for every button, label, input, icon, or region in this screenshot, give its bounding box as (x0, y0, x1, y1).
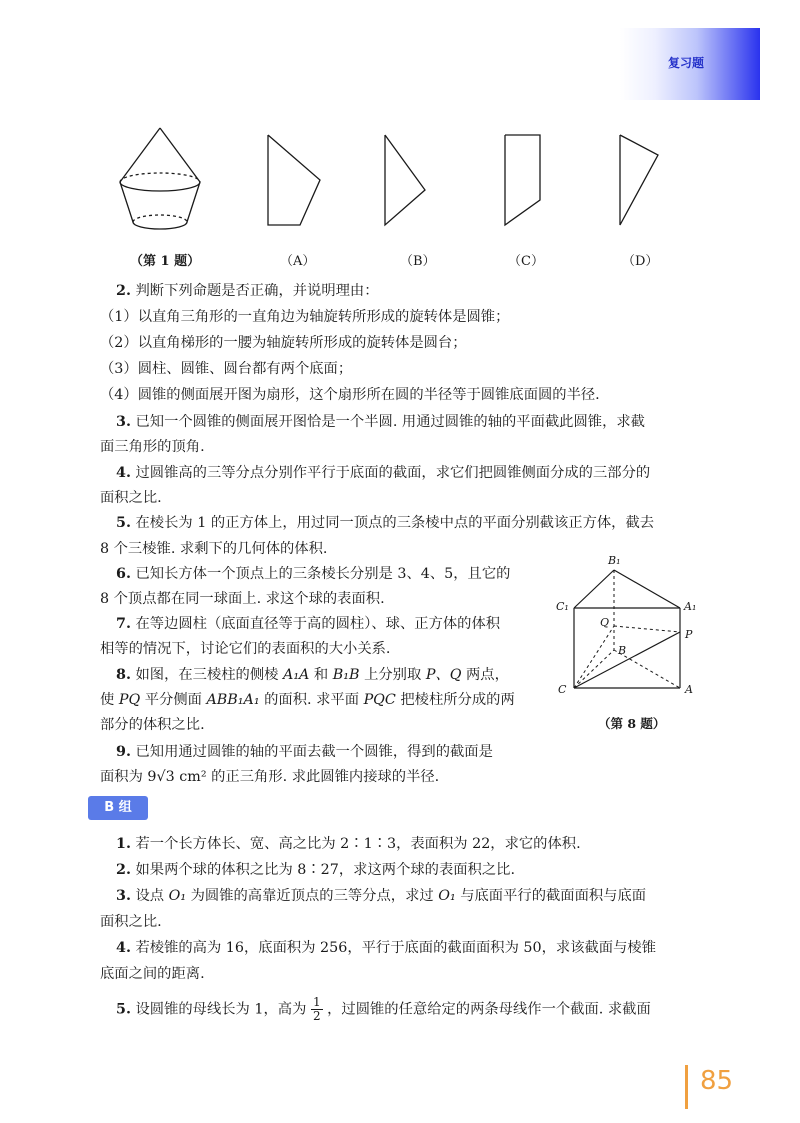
label-a: A (685, 683, 693, 696)
question-6 (100, 562, 561, 587)
label-b1: B₁ (608, 554, 621, 567)
q3-line-2: 面三角形的顶角. (100, 439, 205, 455)
question-8 (100, 663, 561, 688)
b3-text: 与底面平行的截面面积与底面 (455, 888, 647, 904)
q8-math: P、Q (425, 667, 462, 683)
question-9 (100, 740, 561, 765)
group-b-badge: B 组 (88, 796, 148, 820)
question-number: 3. (116, 888, 131, 904)
b3-text: 为圆锥的高靠近顶点的三等分点，求过 (186, 888, 439, 904)
question-3 (100, 410, 716, 435)
section-label: 复习题 (668, 56, 705, 70)
fraction-numerator: 1 (312, 995, 321, 1009)
figure-8-drawing (554, 550, 704, 710)
question-text: 在棱长为 1 的正方体上，用过同一顶点的三条棱中点的平面分别截该正方体，截去 (135, 515, 655, 531)
label-q: Q (600, 616, 610, 629)
q8-math: ABB₁A₁ (206, 692, 260, 708)
q8-line-2 (100, 688, 545, 713)
question-number: 4. (116, 465, 131, 481)
figure-8 (554, 550, 704, 710)
question-7 (100, 612, 561, 637)
q8-text: 平分侧面 (140, 692, 207, 708)
q2-item-4: （4）圆锥的侧面展开图为扇形，这个扇形所在圆的半径等于圆锥底面圆的半径. (100, 387, 600, 403)
question-4 (100, 461, 716, 486)
question-number: 2. (116, 862, 131, 878)
q9-text: cm² 的正三角形. 求此圆锥内接球的半径. (174, 769, 440, 785)
question-2 (100, 279, 716, 304)
figure-1-option-a: （A） (280, 254, 316, 269)
question-text: 若一个长方体长、宽、高之比为 2∶1∶3，表面积为 22，求它的体积. (135, 836, 581, 852)
label-p: P (685, 628, 693, 641)
question-number: 2. (116, 283, 131, 299)
label-a1: A₁ (684, 600, 697, 613)
question-number: 5. (116, 1001, 131, 1018)
q6-line-2: 8 个顶点都在同一球面上. 求这个球的表面积. (100, 591, 385, 607)
figure-1-option-c: （C） (508, 254, 544, 269)
q8-text: 和 (309, 667, 333, 683)
question-number: 4. (116, 940, 131, 956)
q8-text: 的面积. 求平面 (259, 692, 364, 708)
page-number: 85 (700, 1066, 734, 1096)
question-number: 5. (116, 515, 131, 531)
question-number: 6. (116, 566, 131, 582)
b-question-4 (100, 936, 716, 961)
question-text: 在等边圆柱（底面直径等于高的圆柱）、球、正方体的体积 (135, 616, 501, 632)
b-question-5 (100, 996, 716, 1023)
question-text: 判断下列命题是否正确，并说明理由： (135, 283, 379, 299)
b3-line-2: 面积之比. (100, 914, 162, 930)
q2-item-3: （3）圆柱、圆锥、圆台都有两个底面； (100, 361, 353, 377)
question-text: 若棱锥的高为 16，底面积为 256，平行于底面的截面面积为 50，求该截面与棱锥 (135, 940, 656, 956)
figure-1-option-b: （B） (400, 254, 436, 269)
label-b: B (618, 644, 627, 657)
q8-math: A₁A (283, 667, 310, 683)
q2-item-1: （1）以直角三角形的一直角边为轴旋转所形成的旋转体是圆锥； (100, 309, 510, 325)
figure-8-caption: （第 8 题） (598, 716, 666, 731)
b-question-1 (100, 832, 716, 857)
question-text: 已知用通过圆锥的轴的平面去截一个圆锥，得到的截面是 (135, 744, 493, 760)
q8-line-3: 部分的体积之比. (100, 717, 205, 733)
q8-text: 如图，在三棱柱的侧棱 (135, 667, 283, 683)
question-number: 3. (116, 414, 131, 430)
q8-text: 上分别取 (359, 667, 426, 683)
question-number: 1. (116, 836, 131, 852)
q8-text: 两点， (461, 667, 509, 683)
question-number: 8. (116, 667, 131, 683)
section-tab (620, 28, 760, 100)
figure-1-option-d: （D） (622, 254, 659, 269)
b3-math: O₁ (438, 888, 456, 904)
figure-1-caption: （第 1 题） (130, 254, 201, 269)
q9-sqrt: √3 (156, 769, 175, 785)
fraction-denominator: 2 (312, 1009, 321, 1023)
q8-text: 把棱柱所分成的两 (395, 692, 515, 708)
page-number-bar (685, 1065, 688, 1109)
question-text: 过圆锥高的三等分点分别作平行于底面的截面，求它们把圆锥侧面分成的三部分的 (135, 465, 651, 481)
b-question-2 (100, 858, 716, 883)
q2-item-2: （2）以直角梯形的一腰为轴旋转所形成的旋转体是圆台； (100, 335, 467, 351)
question-number: 9. (116, 744, 131, 760)
question-5 (100, 511, 716, 536)
q8-math: B₁B (332, 667, 360, 683)
q8-math: PQC (363, 692, 396, 708)
q7-line-2: 相等的情况下，讨论它们的表面积的大小关系. (100, 641, 391, 657)
question-text: ，过圆锥的任意给定的两条母线作一个截面. 求截面 (327, 1001, 651, 1018)
q8-math: PQ (118, 692, 141, 708)
question-text: 已知长方体一个顶点上的三条棱长分别是 3、4、5，且它的 (135, 566, 511, 582)
q5-line-2: 8 个三棱锥. 求剩下的几何体的体积. (100, 541, 328, 557)
label-c: C (558, 683, 567, 696)
q9-line-2 (100, 765, 700, 790)
b4-line-2: 底面之间的距离. (100, 966, 205, 982)
q4-line-2: 面积之比. (100, 490, 162, 506)
q8-text: 使 (100, 692, 119, 708)
question-number: 7. (116, 616, 131, 632)
question-text: 已知一个圆锥的侧面展开图恰是一个半圆. 用通过圆锥的轴的平面截此圆锥，求截 (135, 414, 645, 430)
b3-text: 设点 (135, 888, 169, 904)
fraction (311, 996, 323, 1023)
b-question-3 (100, 884, 716, 909)
label-c1: C₁ (556, 600, 569, 613)
q9-text: 面积为 9 (100, 769, 157, 785)
question-text: 如果两个球的体积之比为 8∶27，求这两个球的表面积之比. (135, 862, 515, 878)
question-text: 设圆锥的母线长为 1，高为 (135, 1001, 307, 1018)
b3-math: O₁ (168, 888, 187, 904)
